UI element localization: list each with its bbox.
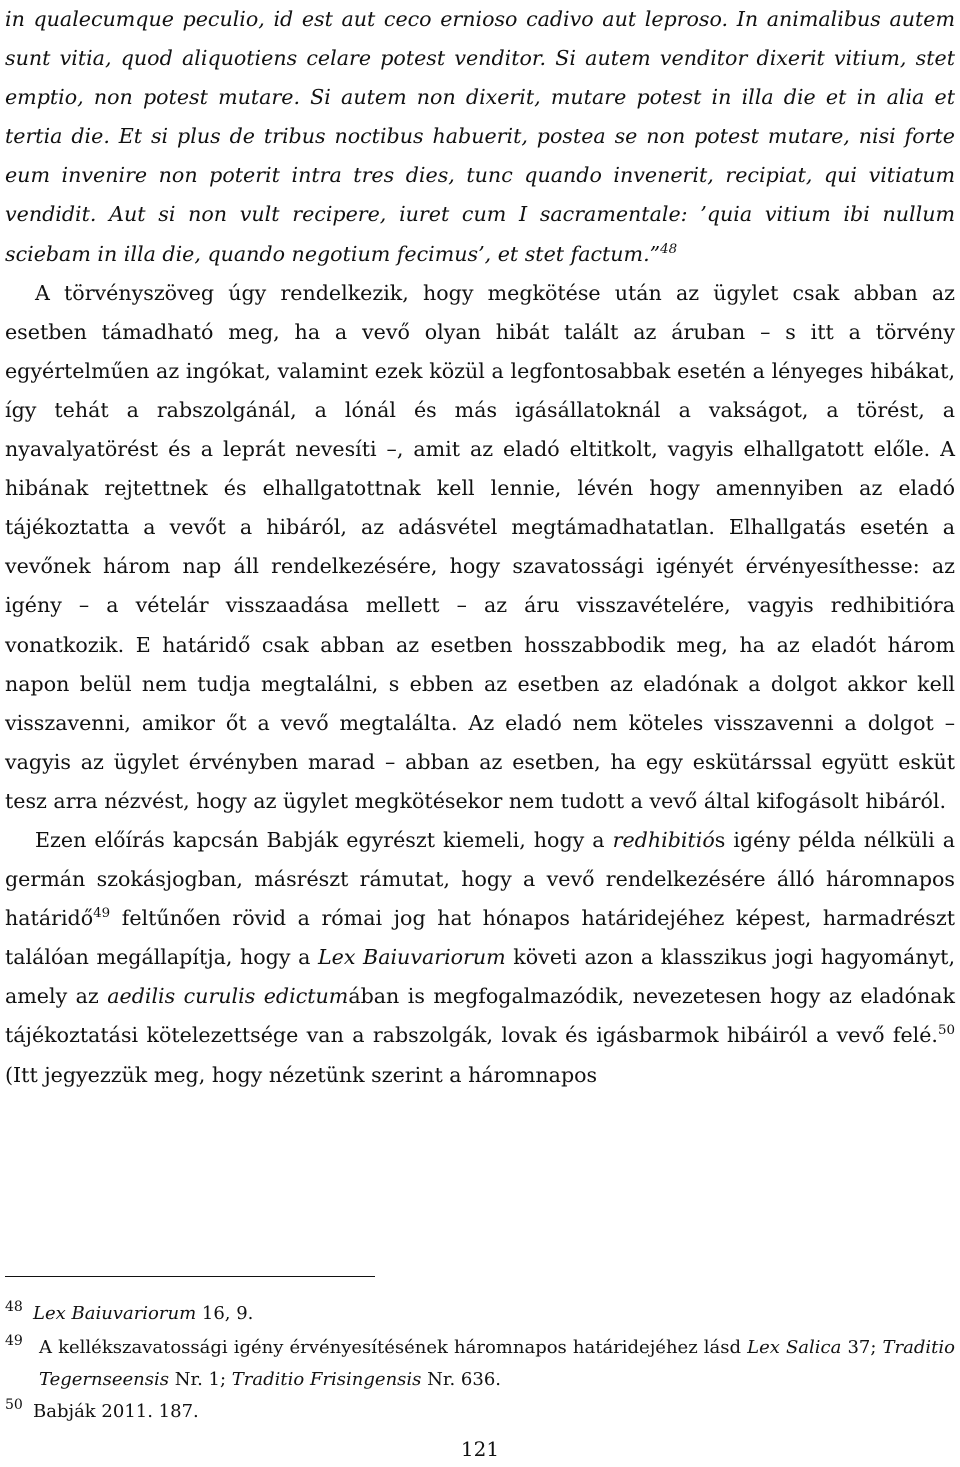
- footnote-49: [5, 1332, 955, 1396]
- footnote-48: [5, 1298, 955, 1330]
- footnotes-section: [5, 1298, 955, 1428]
- italic-term-lex-baiuvariorum: Lex Baiuvariorum: [317, 945, 506, 970]
- text-run: követi azon a klasszikus jogi hagyományt, amely az: [5, 945, 955, 1009]
- text-run: Ezen előírás kapcsán Babják egyrészt kiemeli, hogy a: [35, 827, 613, 852]
- footnote-separator: [5, 1276, 375, 1277]
- footnote-text-run: Nr. 1;: [169, 1369, 232, 1390]
- page-number: 121: [460, 1437, 500, 1461]
- footnote-number: 50: [5, 1397, 23, 1413]
- footnote-ref-49[interactable]: 49: [93, 906, 111, 922]
- footnote-number: 49: [5, 1333, 23, 1349]
- footnote-number: 48: [5, 1299, 23, 1315]
- footnote-text: [39, 1332, 955, 1396]
- footnote-ref-50[interactable]: 50: [937, 1023, 955, 1039]
- paragraph-statute-analysis: [5, 274, 955, 821]
- italic-term-aedilis-curulis-edictum: aedilis curulis edictum: [107, 984, 349, 1009]
- footnote-italic: Traditio Tegernseensis: [39, 1337, 955, 1390]
- page-body: [5, 0, 955, 1095]
- footnote-50: [5, 1396, 955, 1428]
- italic-term-redhibitio: redhibitió: [612, 827, 715, 852]
- latin-quotation: [5, 0, 955, 274]
- text-run: ában is megfogalmazódik, nevezetesen hogy az eladónak tájékoztatási kötelezettsége van a rabszolgák, lovak és igásbarmok hibáiról a vevő felé.: [5, 984, 955, 1048]
- footnote-italic: Lex Salica: [747, 1337, 842, 1358]
- footnote-text: [33, 1298, 955, 1330]
- footnote-ref-48[interactable]: 48: [660, 241, 678, 257]
- paragraph-statute-analysis-text: A törvényszöveg úgy rendelkezik, hogy megkötése után az ügylet csak abban az esetben támadható meg, ha a vevő olyan hibát talált az áruban – s itt a törvény egyértelműen az ingókat, valamint ezek közül a legfontosabbak esetén a lényeges hibákat, így tehát a rabszolgánál, a lónál és más igásállatoknál a vakságot, a törést, a nyavalyatörést és a leprát nevesíti –, amit az eladó eltitkolt, vagyis elhallgatott előle. A hibának rejtettnek és elhallgatottnak kell lennie, lévén hogy amennyiben az eladó tájékoztatta a vevőt a hibáról, az adásvétel megtámadhatatlan. Elhallgatás esetén a vevőnek három nap áll rendelkezésére, hogy szavatossági igényét érvényesíthesse: az igény – a vételár visszaadása mellett – az áru visszavételére, vagyis redhibitióra vonatkozik. E határidő csak abban az esetben hosszabbodik meg, ha az eladót három napon belül nem tudja megtalálni, s ebben az esetben az eladónak a dolgot akkor kell visszavenni, amikor őt a vevő megtalálta. Az eladó nem köteles visszavenni a dolgot – vagyis az ügylet érvényben marad – abban az esetben, ha egy eskütárssal együtt esküt tesz arra nézvést, hogy az ügylet megkötésekor nem tudott a vevő által kifogásolt hibáról.: [5, 280, 955, 813]
- footnote-text-run: 37;: [841, 1337, 883, 1358]
- footnote-text-run: Nr. 636.: [421, 1369, 502, 1390]
- text-run: (Itt jegyezzük meg, hogy nézetünk szerint a háromnapos: [5, 1062, 598, 1087]
- footnote-italic: Lex Baiuvariorum: [33, 1303, 197, 1324]
- text-run: s igény példa nélküli a germán szokásjogban, másrészt rámutat, hogy a vevő rendelkezésére álló háromnapos határidő: [5, 827, 955, 931]
- paragraph-babjak-commentary: [5, 821, 955, 1095]
- latin-quotation-text: in qualecumque peculio, id est aut ceco ernioso cadivo aut leproso. In animalibus autem sunt vitia, quod aliquotiens celare potest venditor. Si autem venditor dixerit vitium, stet emptio, non potest mutare. Si autem non dixerit, mutare potest in illa die et in alia et tertia die. Et si plus de tribus noctibus habuerit, postea se non potest mutare, nisi forte eum invenire non poterit intra tres dies, tunc quando invenerit, recipiat, qui vitiatum vendidit. Aut si non vult recipere, iuret cum I sacramentale: ’quia vitium ibi nullum sciebam in illa die, quando negotium fecimus’, et stet factum.”: [5, 7, 955, 266]
- footnote-text-run: A kellékszavatossági igény érvényesítésének háromnapos határidejéhez lásd: [39, 1337, 748, 1358]
- footnote-text: Babják 2011. 187.: [33, 1401, 199, 1422]
- footnote-italic: Traditio Frisingensis: [231, 1369, 422, 1390]
- text-run: feltűnően rövid a római jog hat hónapos határidejéhez képest, harmadrészt találóan megállapítja, hogy a: [5, 906, 955, 970]
- footnote-text-run: 16, 9.: [196, 1303, 254, 1324]
